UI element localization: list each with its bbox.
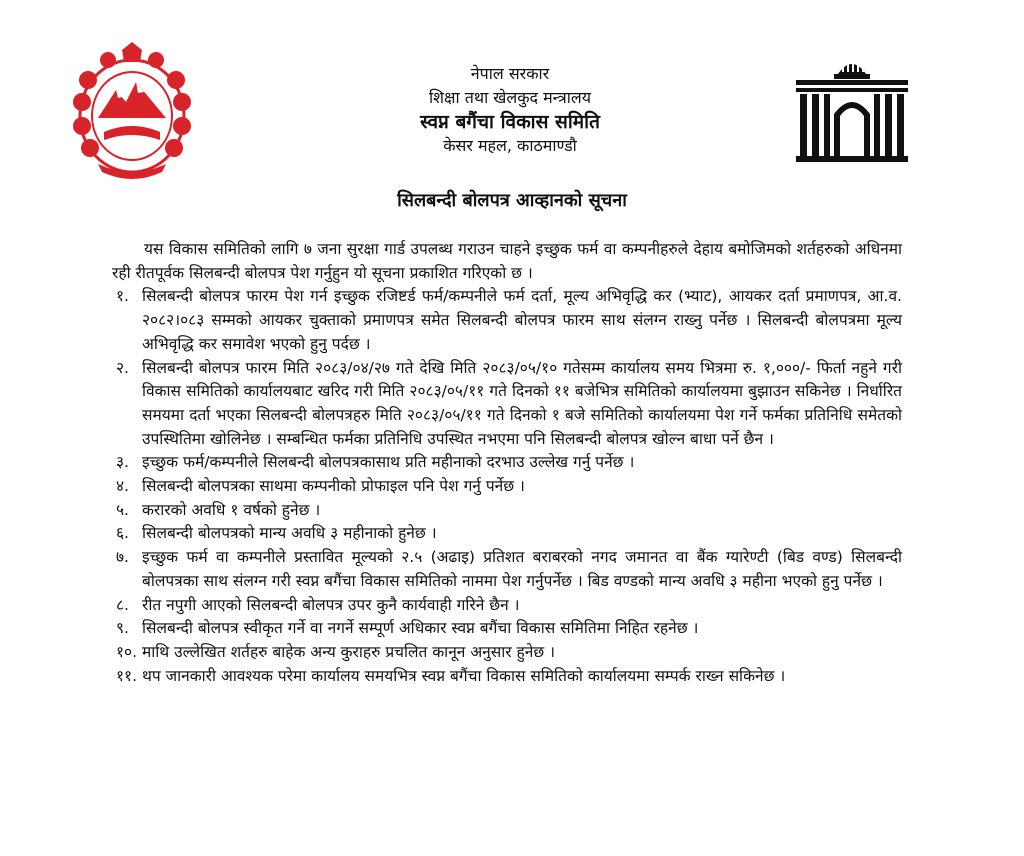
item-number: ४. xyxy=(116,477,129,496)
item-number: ३. xyxy=(116,453,129,472)
item-text: इच्छुक फर्म/कम्पनीले सिलबन्दी बोलपत्रकासाथ प्रति महीनाको दरभाउ उल्लेख गर्नु पर्नेछ । xyxy=(142,453,635,472)
item-text: सिलबन्दी बोलपत्र फारम मिति २०८३/०४/२७ गते देखि मिति २०८३/०५/१० गतेसम्म कार्यालय समय भित्रमा रु. १,०००/- फिर्ता नहुने गरी विकास समितिको कार्यालयबाट खरिद गरी मिति २०८३/०५/११ गते दिनको ११ बजेभित्र समितिको कार्यालयमा बुझाउन सकिनेछ । निर्धारित समयमा दर्ता भएका सिलबन्दी बोलपत्रहरु मिति २०८३/०५/११ गते दिनको १ बजे समितिको कार्यालयमा पेश गर्ने फर्मका प्रतिनिधि समेतको उपस्थितिमा खोलिनेछ । सम्बन्धित फर्मका प्रतिनिधि उपस्थित नभएमा पनि सिलबन्दी बोलपत्र खोल्न बाधा पर्ने छैन । xyxy=(142,358,902,448)
item-number: ८. xyxy=(116,595,129,614)
item-number: ९. xyxy=(116,619,129,638)
nepal-emblem-icon xyxy=(68,40,196,182)
item-text: रीत नपुगी आएको सिलबन्दी बोलपत्र उपर कुनै कार्यवाही गरिने छैन । xyxy=(142,595,520,614)
condition-item xyxy=(112,641,902,665)
condition-item xyxy=(112,451,902,475)
letterhead xyxy=(250,62,770,158)
item-text: सिलबन्दी बोलपत्र फारम पेश गर्न इच्छुक रजिष्टर्ड फर्म/कम्पनीले फर्म दर्ता, मूल्य अभिवृद्धि कर (भ्याट), आयकर दर्ता प्रमाणपत्र, आ.व. २०८२।०८३ सम्मको आयकर चुक्ताको प्रमाणपत्र समेत सिलबन्दी बोलपत्र फारम साथ संलग्न राख्नु पर्नेछ । सिलबन्दी बोलपत्रमा मूल्य अभिवृद्धि कर समावेश भएको हुनु पर्दछ । xyxy=(142,287,902,353)
conditions-list xyxy=(112,285,902,688)
notice-body xyxy=(112,238,902,688)
condition-item xyxy=(112,475,902,499)
item-text: सिलबन्दी बोलपत्र स्वीकृत गर्ने वा नगर्ने सम्पूर्ण अधिकार स्वप्न बगैंचा विकास समितिमा निहित रहनेछ । xyxy=(142,619,699,638)
condition-item xyxy=(112,499,902,523)
item-number: १०. xyxy=(116,642,138,661)
condition-item xyxy=(112,665,902,689)
office-address: केसर महल, काठमाण्डौ xyxy=(443,136,577,155)
item-text: माथि उल्लेखित शर्तहरु बाहेक अन्य कुराहरु प्रचलित कानून अनुसार हुनेछ । xyxy=(142,642,556,661)
notice-intro: यस विकास समितिको लागि ७ जना सुरक्षा गार्ड उपलब्ध गराउन चाहने इच्छुक फर्म वा कम्पनीहरुले देहाय बमोजिमको शर्तहरुको अधिनमा रही रीतपूर्वक सिलबन्दी बोलपत्र पेश गर्नुहुन यो सूचना प्रकाशित गरिएको छ । xyxy=(112,240,902,282)
condition-item xyxy=(112,546,902,593)
notice-title: सिलबन्दी बोलपत्र आव्हानको सूचना xyxy=(397,190,627,211)
condition-item xyxy=(112,285,902,356)
committee-name: स्वप्न बगैंचा विकास समिति xyxy=(420,111,600,133)
item-number: १. xyxy=(116,287,129,306)
item-text: थप जानकारी आवश्यक परेमा कार्यालय समयभित्र स्वप्न बगैंचा विकास समितिको कार्यालयमा सम्पर्क राख्न सकिनेछ । xyxy=(142,666,786,685)
condition-item xyxy=(112,357,902,452)
government-name: नेपाल सरकार xyxy=(470,64,550,83)
item-number: ७. xyxy=(116,548,129,567)
item-number: ६. xyxy=(116,524,129,543)
item-text: करारको अवधि १ वर्षको हुनेछ । xyxy=(142,500,321,519)
ministry-name: शिक्षा तथा खेलकुद मन्त्रालय xyxy=(429,88,591,107)
item-number: ५. xyxy=(116,500,129,519)
item-number: ११. xyxy=(116,666,138,685)
item-text: सिलबन्दी बोलपत्रका साथमा कम्पनीको प्रोफाइल पनि पेश गर्नु पर्नेछ । xyxy=(142,477,525,496)
condition-item xyxy=(112,522,902,546)
item-text: इच्छुक फर्म वा कम्पनीले प्रस्तावित मूल्यको २.५ (अढाइ) प्रतिशत बराबरको नगद जमानत वा बैंक ग्यारेण्टी (बिड वण्ड) सिलबन्दी बोलपत्रका साथ संलग्न गरी स्वप्न बगैंचा विकास समितिको नाममा पेश गर्नुपर्नेछ । बिड वण्डको मान्य अवधि ३ महीना भएको हुनु पर्नेछ । xyxy=(142,548,902,590)
condition-item xyxy=(112,617,902,641)
condition-item xyxy=(112,594,902,618)
building-logo-icon xyxy=(794,50,910,166)
item-number: २. xyxy=(116,358,129,377)
item-text: सिलबन्दी बोलपत्रको मान्य अवधि ३ महीनाको हुनेछ । xyxy=(142,524,437,543)
